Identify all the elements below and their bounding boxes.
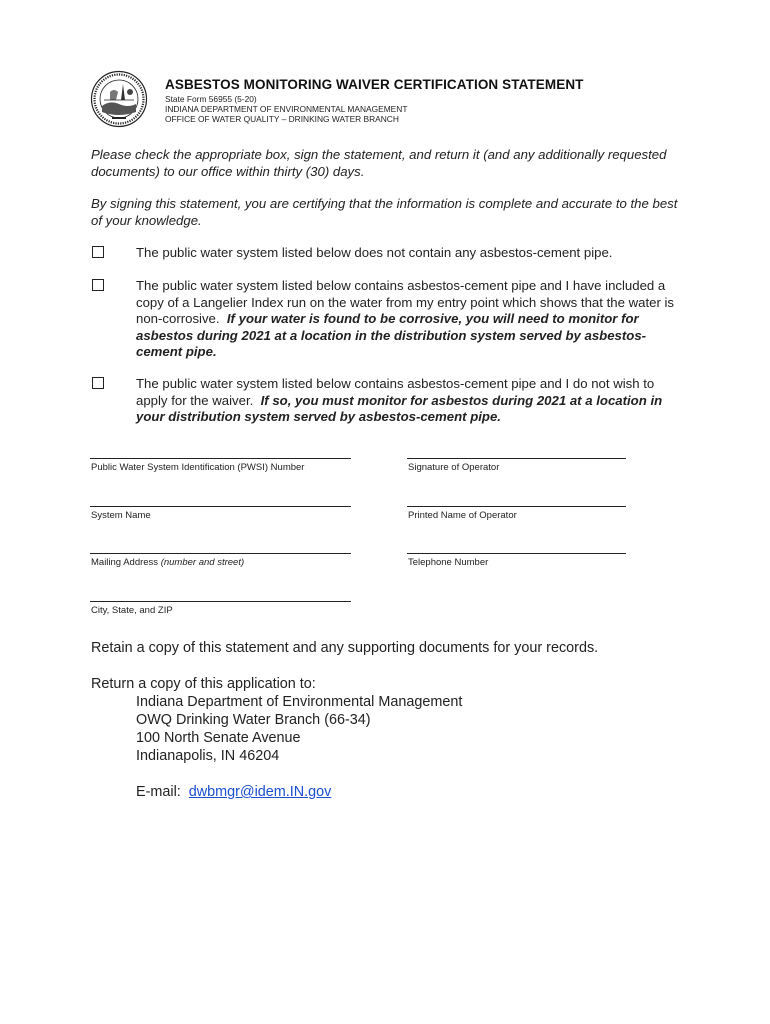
instructions-certify: By signing this statement, you are certifying that the information is complete and accurate to the best of your knowledge. [91, 196, 678, 228]
option-1-text: The public water system listed below does not contain any asbestos-cement pipe. [136, 245, 613, 260]
city-state-zip-field-line[interactable] [90, 601, 351, 602]
option-3-warning: If so, you must monitor for asbestos during 2021 at a location in your distribution system served by asbestos-cement pipe. [136, 392, 663, 424]
pwsi-label: Public Water System Identification (PWSI) Number [91, 462, 305, 473]
office-name: OFFICE OF WATER QUALITY – DRINKING WATER BRANCH [165, 114, 399, 124]
email-link[interactable]: dwbmgr@idem.IN.gov [188, 784, 332, 800]
mailing-address-block [136, 693, 462, 765]
option-1-checkbox[interactable] [92, 246, 104, 258]
form-number: State Form 56955 (5-20) [165, 94, 257, 104]
address-line: 100 North Senate Avenue [136, 730, 301, 746]
address-line: OWQ Drinking Water Branch (66-34) [136, 712, 371, 728]
option-2-warning: If your water is found to be corrosive, you will need to monitor for asbestos during 2021 at a location in the distribution system served by asbestos-cement pipe. [136, 311, 647, 359]
address-line: Indiana Department of Environmental Management [136, 694, 463, 710]
retain-copy-text: Retain a copy of this statement and any supporting documents for your records. [91, 640, 599, 656]
option-3-text: The public water system listed below contains asbestos-cement pipe and I do not wish to apply for the waiver. If so, you must monitor for asbestos during 2021 at a location in your distribution system served by asbestos-cement pipe. [136, 376, 663, 424]
signature-field-line[interactable] [407, 458, 626, 459]
indiana-state-seal-icon [90, 70, 148, 128]
mailing-address-field-line[interactable] [90, 553, 351, 554]
option-2-text: The public water system listed below contains asbestos-cement pipe and I have included a copy of a Langelier Index run on the water from my entry point which shows that the water is non-corrosive. If your water is found to be corrosive, you will need to monitor for asbestos during 2021 at a location in the distribution system served by asbestos-cement pipe. [136, 278, 675, 359]
printed-name-field-line[interactable] [407, 506, 626, 507]
department-name: INDIANA DEPARTMENT OF ENVIRONMENTAL MANAGEMENT [165, 104, 408, 114]
mailing-address-label: Mailing Address (number and street) [91, 557, 245, 568]
form-title: ASBESTOS MONITORING WAIVER CERTIFICATION STATEMENT [165, 77, 584, 92]
pwsi-field-line[interactable] [90, 458, 351, 459]
option-2-checkbox[interactable] [92, 279, 104, 291]
telephone-label: Telephone Number [408, 557, 489, 568]
email-line [136, 783, 331, 801]
system-name-field-line[interactable] [90, 506, 351, 507]
telephone-field-line[interactable] [407, 553, 626, 554]
return-intro-text: Return a copy of this application to: [91, 676, 316, 692]
address-line: Indianapolis, IN 46204 [136, 748, 280, 764]
city-state-zip-label: City, State, and ZIP [91, 605, 173, 616]
signature-label: Signature of Operator [408, 462, 500, 473]
option-3-checkbox[interactable] [92, 377, 104, 389]
email-label: E-mail: [136, 784, 181, 800]
instructions-check: Please check the appropriate box, sign the statement, and return it (and any additionally requested documents) to our office within thirty (30) days. [91, 147, 667, 179]
system-name-label: System Name [91, 510, 151, 521]
printed-name-label: Printed Name of Operator [408, 510, 517, 521]
